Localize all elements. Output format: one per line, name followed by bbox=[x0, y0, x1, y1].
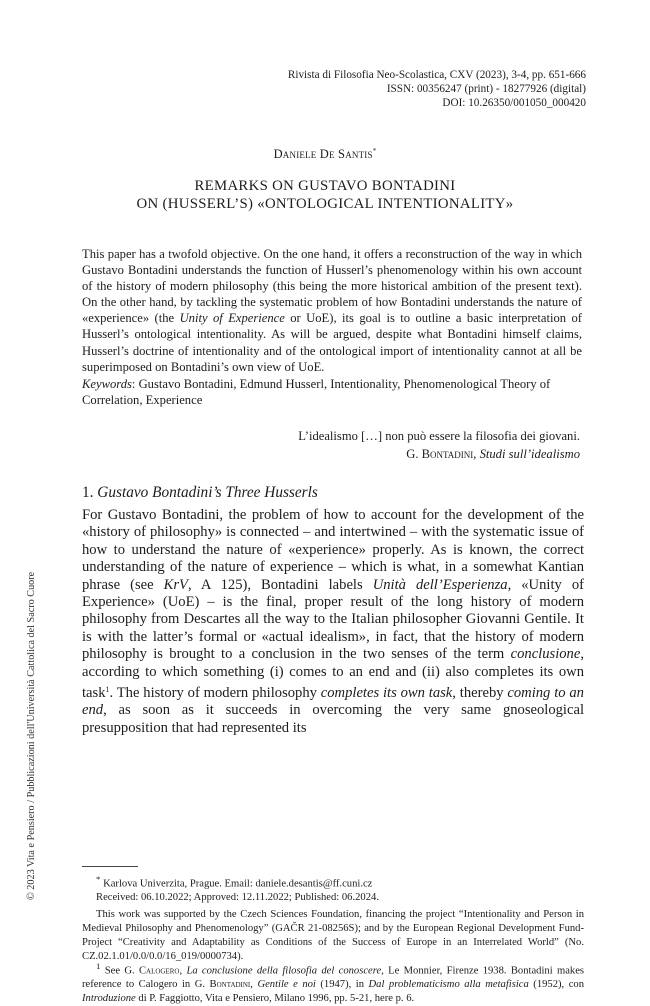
body-italic: coming to an end bbox=[82, 685, 584, 719]
footnote-text: (1947), in bbox=[315, 979, 369, 991]
body-text: , «Unity of Experience» (UoE) – is the final, proper result of the long history of modern philosophy from Descartes all the way to the Italian philosopher Giovanni Gentile. It is with the latter’s formal or «actual idealism», in fact, that the history of modern philosophy is brought to a conclusion in the two senses of the term bbox=[82, 576, 584, 663]
keywords-label: Keywords bbox=[82, 377, 132, 391]
journal-issn: ISSN: 00356247 (print) - 18277926 (digital) bbox=[386, 83, 586, 95]
footnote-author-name: Calogero bbox=[138, 965, 180, 977]
footnote-text: , bbox=[250, 979, 258, 991]
abstract-text-2: or UoE), its goal is to outline a basic interpretation of Husserl’s ontological intentionality. As will be argued, despite what Bontadini himself claims, Husserl’s doctrine of intentionality and of the ontological import of intentionality cannot at all be superimposed on Bontadini’s own view of UoE. bbox=[82, 311, 582, 374]
epigraph bbox=[298, 428, 580, 463]
copyright-sidebar: © 2023 Vita e Pensiero / Pubblicazioni dell'Università Cattolica del Sacro Cuore bbox=[26, 571, 37, 900]
keywords-list: : Gustavo Bontadini, Edmund Husserl, Intentionality, Phenomenological Theory of Correlation, Experience bbox=[82, 377, 551, 408]
footnote-work-title: Dal problematicismo alla metafisica bbox=[368, 979, 529, 991]
keywords bbox=[82, 376, 582, 408]
title-line-1: REMARKS ON GUSTAVO BONTADINI bbox=[194, 178, 456, 194]
footnote-work-title: Gentile e noi bbox=[257, 979, 316, 991]
body-italic: conclusione bbox=[510, 646, 581, 663]
body-paragraph bbox=[82, 507, 584, 737]
epigraph-sep: , bbox=[473, 446, 480, 461]
author-line bbox=[0, 147, 650, 162]
author-name: Daniele De Santis bbox=[273, 147, 373, 161]
footnote-text: See G. bbox=[100, 965, 139, 977]
epigraph-work: Studi sull’idealismo bbox=[479, 446, 580, 461]
footnote-funding-text: This work was supported by the Czech Sciences Foundation, financing the project “Intentionality and Person in Medieval Philosophy and Phenomenology” (GAČR 21-08256S); and by the European Regional Development Fund-Project “Creativity and Adaptability as Conditions of the Success of Europe in an Interrelated World” (No. CZ.02.1.01/0.0/0.0/16_019/0000734). bbox=[82, 909, 584, 962]
author-footnote-mark[interactable]: * bbox=[372, 147, 377, 155]
footnote-mark: * bbox=[96, 874, 101, 884]
journal-citation: Rivista di Filosofia Neo-Scolastica, CXV (2023), 3-4, pp. 651-666 bbox=[287, 69, 586, 81]
body-italic: KrV bbox=[163, 576, 188, 593]
section-heading bbox=[82, 484, 318, 502]
body-text: , as soon as it succeeds in overcoming the very same gnoseological presupposition that had represented its bbox=[82, 702, 584, 736]
abstract-text-1: This paper has a twofold objective. On the one hand, it offers a reconstruction of the way in which Gustavo Bontadini understands the function of Husserl’s phenomenology within his own account of the history of modern philosophy (this being the more historical ambition of the present text). On the other hand, by tackling the systematic problem of how Bontadini understands the nature of «experience» (the bbox=[82, 247, 582, 326]
footnote-funding bbox=[82, 908, 584, 964]
body-text: , A 125), Bontadini labels bbox=[187, 576, 373, 593]
footnote-author-name: Bontadini bbox=[209, 979, 251, 991]
title-line-2: ON (HUSSERL’S) «ONTOLOGICAL INTENTIONALITY» bbox=[136, 196, 514, 212]
epigraph-source bbox=[298, 446, 580, 464]
journal-header bbox=[288, 68, 586, 110]
footnote-author bbox=[82, 873, 584, 905]
epigraph-quote: L’idealismo […] non può essere la filosofia dei giovani. bbox=[298, 429, 580, 443]
body-text: For Gustavo Bontadini, the problem of how to account for the development of the «history of philosophy» is connected – and intertwined – with the systematic issue of how to understand the nature of «experience» properly. As is known, the correct understanding of the nature of experience – which is what, in a somewhat Kantian phrase (see bbox=[82, 507, 584, 593]
footnote-ref-1[interactable]: 1 bbox=[105, 685, 110, 695]
footnote-1 bbox=[82, 960, 584, 1006]
abstract bbox=[82, 246, 582, 375]
footnote-text: , bbox=[179, 965, 187, 977]
body-text: , thereby bbox=[452, 685, 508, 702]
body-italic: Unità dell’Esperienza bbox=[372, 576, 508, 593]
footnote-work-title: La conclusione della filosofia del conoscere bbox=[186, 965, 382, 977]
body-text: , according to which something (i) comes to an end and (ii) also completes its own task bbox=[82, 646, 584, 702]
footnote-text: di P. Faggiotto, Vita e Pensiero, Milano 1996, pp. 5-21, here p. 6. bbox=[135, 993, 415, 1005]
article-title bbox=[0, 177, 650, 213]
section-title: Gustavo Bontadini’s Three Husserls bbox=[97, 484, 318, 501]
footnote-work-title: Introduzione bbox=[82, 993, 136, 1005]
abstract-italic: Unity of Experience bbox=[179, 311, 285, 326]
journal-doi[interactable]: DOI: 10.26350/001050_000420 bbox=[442, 97, 586, 109]
epigraph-initial: G. bbox=[406, 446, 422, 461]
body-text: . The history of modern philosophy bbox=[109, 685, 321, 702]
footnote-dates: Received: 06.10.2022; Approved: 12.11.2022; Published: 06.2024. bbox=[96, 892, 379, 904]
section-number: 1. bbox=[82, 484, 98, 501]
body-italic: completes its own task bbox=[320, 685, 453, 702]
footnote-affiliation: Karlova Univerzita, Prague. Email: daniele.desantis@ff.cuni.cz bbox=[100, 878, 373, 890]
footnote-text: (1952), con bbox=[528, 979, 584, 991]
footnote-mark: 1 bbox=[96, 961, 101, 971]
footnote-divider bbox=[82, 866, 138, 867]
footnote-text: , Le Monnier, Firenze 1938. Bontadini makes reference to Calogero in G. bbox=[82, 965, 585, 991]
epigraph-author: Bontadini bbox=[421, 446, 474, 461]
